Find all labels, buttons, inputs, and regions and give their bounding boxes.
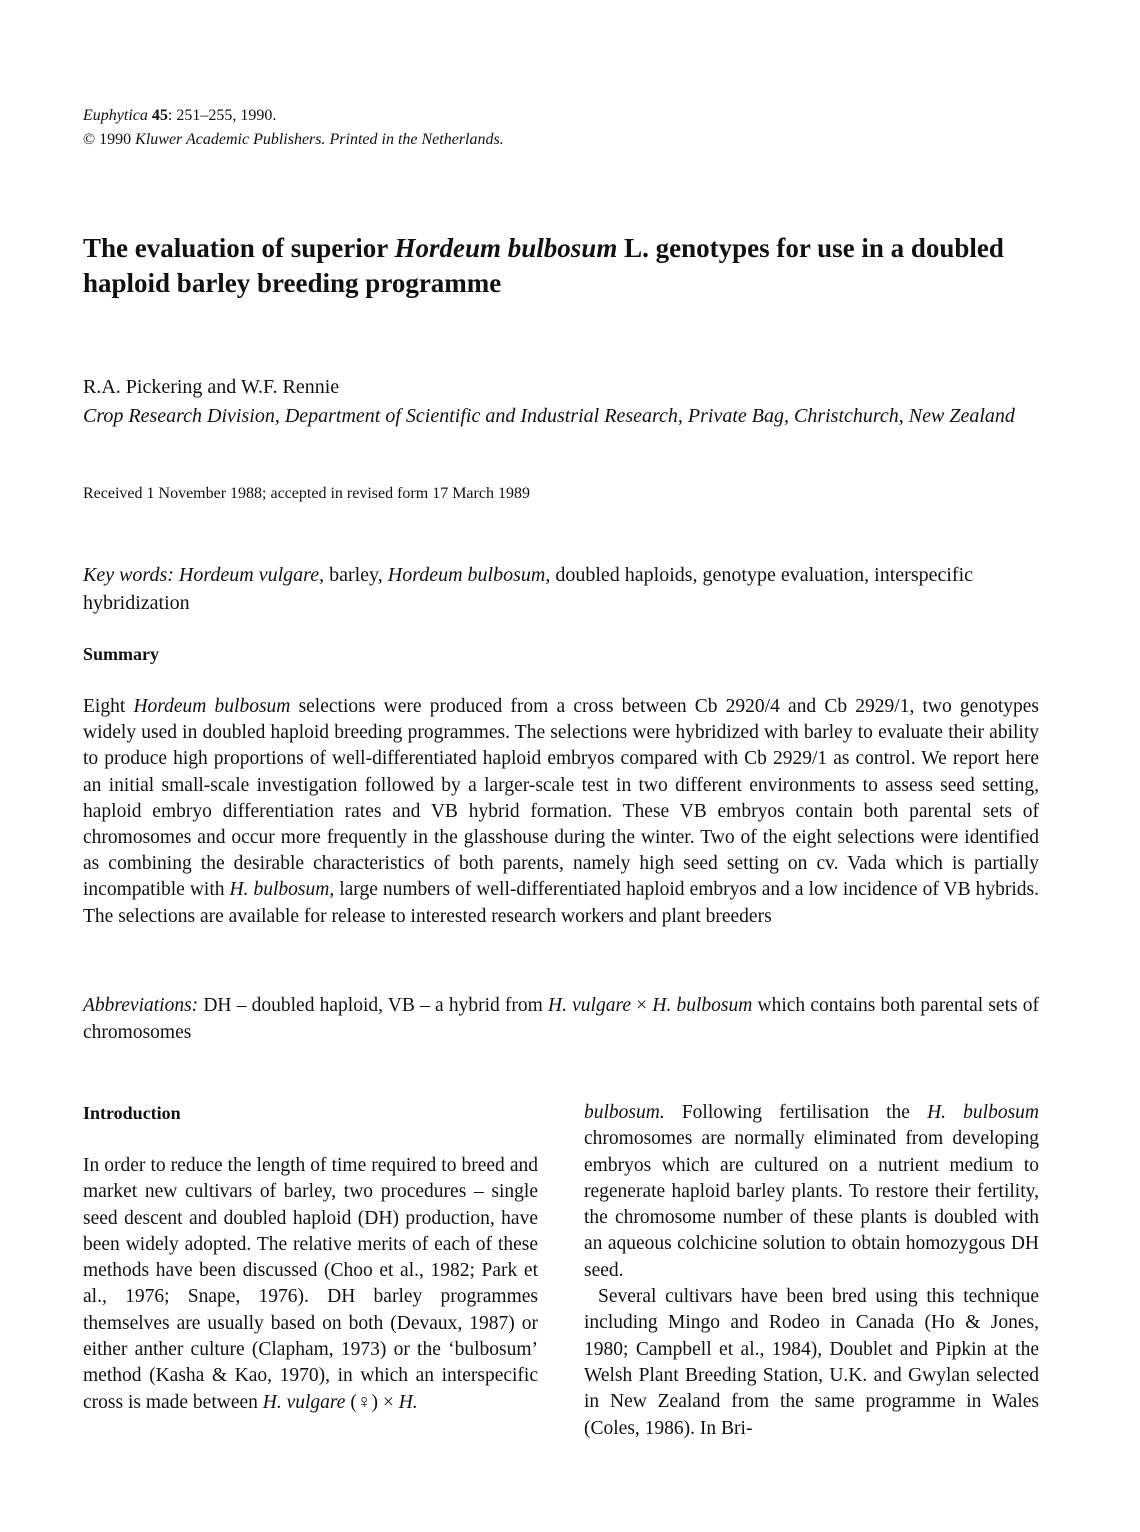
journal-name: Euphytica xyxy=(83,107,148,124)
abbrev-part-4: H. bulbosum xyxy=(652,995,753,1016)
summary-part-1: Eight xyxy=(83,696,134,717)
publisher-line: Kluwer Academic Publishers. Printed in the Netherlands. xyxy=(135,131,504,148)
introduction-heading: Introduction xyxy=(83,1103,181,1123)
introduction-right-column xyxy=(584,1100,1039,1442)
intro-right-part-4: chromosomes are normally eliminated from developing embryos which are cultured on a nutrient medium to regenerate haploid barley plants. To restore their fertility, the chromosome number of these plants is doubled with an aqueous colchicine solution to obtain homozygous DH seed. xyxy=(584,1128,1039,1281)
received-dates: Received 1 November 1988; accepted in revised form 17 March 1989 xyxy=(83,485,530,502)
journal-volume: 45 xyxy=(151,107,168,124)
keyword-rest: doubled haploids, genotype evaluation, interspecific hybridization xyxy=(83,564,973,614)
summary-part-4: H. bulbosum, xyxy=(229,879,335,901)
summary-part-2: Hordeum bulbosum xyxy=(133,696,291,717)
intro-left-part-2: H. vulgare xyxy=(262,1391,346,1413)
intro-right-part-2: Following fertilisation the xyxy=(664,1102,928,1123)
journal-pages-year: : 251–255, 1990. xyxy=(167,107,277,124)
summary-part-5: large numbers of well-differentiated haploid embryos and a low incidence of VB hybrids. The selections are available for release to interested research workers and plant breeders xyxy=(83,879,1039,927)
journal-citation xyxy=(83,104,504,152)
keyword-1: Hordeum vulgare, xyxy=(178,564,325,586)
intro-paragraph-1-cont xyxy=(584,1100,1039,1284)
intro-left-part-3: (♀) × xyxy=(345,1391,399,1413)
intro-right-part-1: bulbosum. xyxy=(584,1102,665,1123)
keywords xyxy=(83,561,1043,617)
summary-text xyxy=(83,694,1039,930)
summary-part-3: selections were produced from a cross between Cb 2920/4 and Cb 2929/1, two genotypes widely used in doubled haploid breeding programmes. The selections were hybridized with barley to evaluate their ability to produce high proportions of well-differentiated haploid embryos compared with Cb 2929/1 as control. We report here an initial small-scale investigation followed by a larger-scale test in two different environments to assess seed setting, haploid embryo differentiation rates and VB hybrid formation. These VB embryos contain both parental sets of chromosomes and occur more frequently in the glasshouse during the winter. Two of the eight selections were identified as combining the desirable characteristics of both parents, namely high seed setting on cv. Vada which is partially incompatible with xyxy=(83,696,1039,901)
intro-paragraph-2: Several cultivars have been bred using this technique including Mingo and Rodeo in Canada (Ho & Jones, 1980; Campbell et al., 1984), Doublet and Pipkin at the Welsh Plant Breeding Station, U.K. and Gwylan selected in New Zealand from the same programme in Wales (Coles, 1986). In Bri- xyxy=(584,1286,1039,1439)
intro-left-part-1: In order to reduce the length of time required to breed and market new cultivars of barley, two procedures – single seed descent and doubled haploid (DH) production, have been widely adopted. The relative merits of each of these methods have been discussed (Choo et al., 1982; Park et al., 1976; Snape, 1976). DH barley programmes themselves are usually based on both (Devaux, 1987) or either anther culture (Clapham, 1973) or the ‘bulbosum’ method (Kasha & Kao, 1970), in which an interspecific cross is made between xyxy=(83,1155,538,1413)
intro-left-part-4: H. xyxy=(398,1391,418,1413)
title-part-1: The evaluation of superior xyxy=(83,233,395,263)
title-part-2: L. genotypes for use in a doubled haploid barley breeding programme xyxy=(83,233,1004,298)
intro-paragraph-1 xyxy=(83,1153,538,1416)
keywords-label: Key words: xyxy=(83,564,174,586)
intro-right-part-3: H. bulbosum xyxy=(927,1102,1039,1123)
keyword-2: barley, xyxy=(324,564,388,586)
copyright-mark: © 1990 xyxy=(83,131,132,148)
title-species: Hordeum bulbosum xyxy=(394,233,618,263)
author-list: R.A. Pickering and W.F. Rennie xyxy=(83,376,340,398)
abbrev-part-3: × xyxy=(631,995,653,1016)
summary-heading: Summary xyxy=(83,644,159,664)
paper-title xyxy=(83,231,1043,301)
abbreviations-label: Abbreviations: xyxy=(83,995,199,1016)
affiliation: Crop Research Division, Department of Scientific and Industrial Research, Private Bag, Christchurch, New Zealand xyxy=(83,405,1015,427)
abbrev-part-1: DH – doubled haploid, VB – a hybrid from xyxy=(198,995,549,1016)
abbreviations xyxy=(83,992,1039,1046)
introduction-left-column xyxy=(83,1153,538,1416)
abbrev-part-2: H. vulgare xyxy=(548,995,631,1016)
keyword-3: Hordeum bulbosum, xyxy=(387,564,551,586)
abbrev-part-5: which contains both parental sets of chromosomes xyxy=(83,995,1040,1043)
